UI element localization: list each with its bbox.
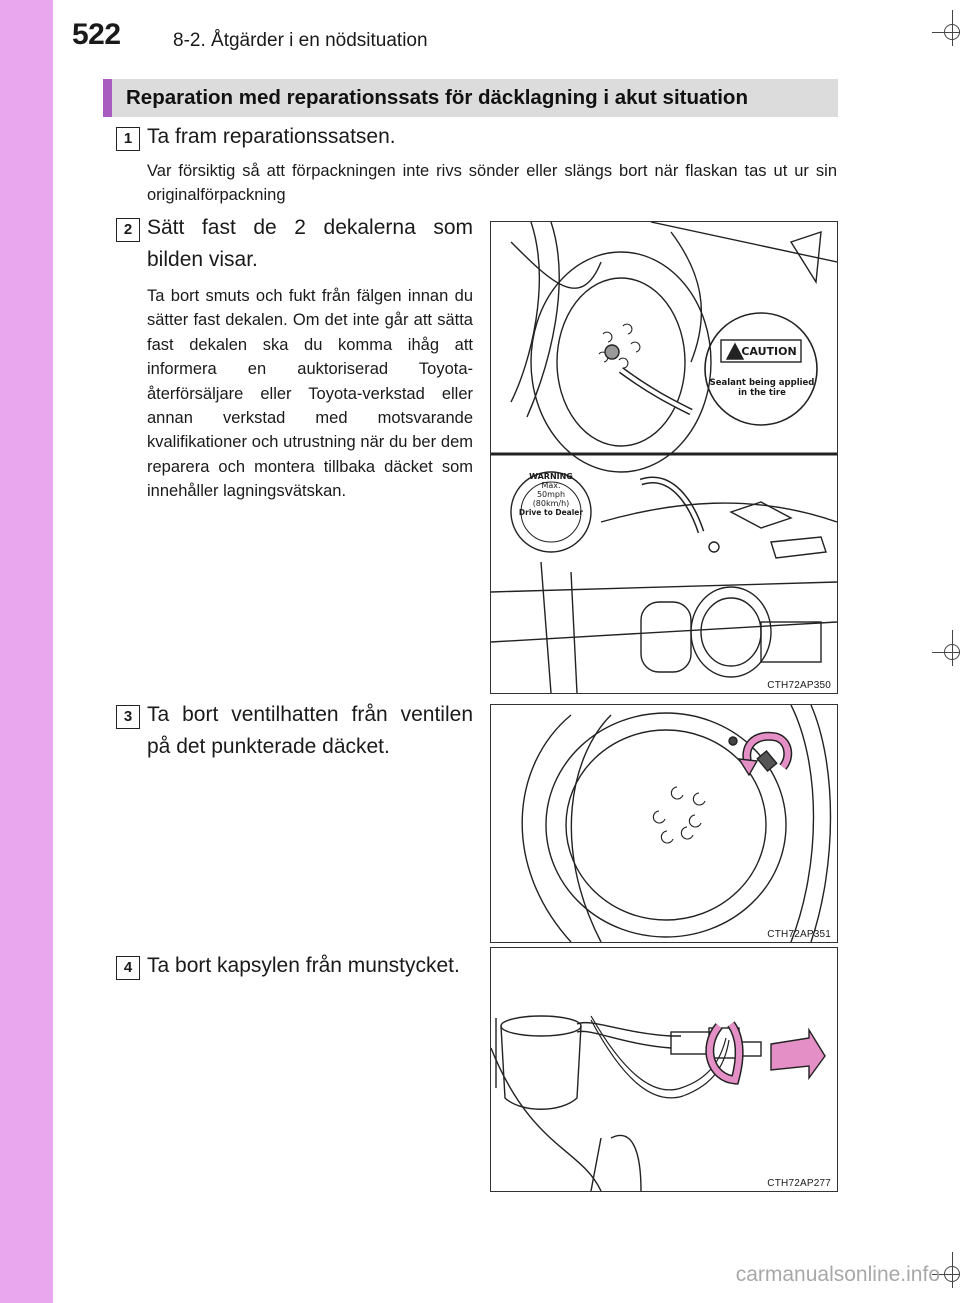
figure-code: CTH72AP350 bbox=[767, 680, 831, 691]
page-number: 522 bbox=[72, 18, 121, 51]
warning-bottom: Drive to Dealer bbox=[518, 508, 584, 517]
figure-valve-cap bbox=[490, 704, 838, 943]
step-3-title: Ta bort ventilhatten från ventilen på det punkterade däcket. bbox=[147, 703, 473, 758]
step-1-note: Var försiktig så att förpackningen inte rivs sönder eller slängs bort när flaskan tas ut ur sin originalförpackning bbox=[147, 162, 837, 205]
caution-line-2: in the tire bbox=[738, 388, 786, 398]
step-number-3: 3 bbox=[116, 705, 140, 729]
valve-cap-illustration bbox=[491, 705, 837, 942]
section-heading: Reparation med reparationssats för däcklagning i akut situation bbox=[103, 79, 838, 117]
step-2-title: Sätt fast de 2 dekalerna som bilden visar. bbox=[147, 216, 473, 271]
caution-line-1: Sealant being applied bbox=[709, 378, 815, 388]
warning-line-1: Max. bbox=[541, 481, 561, 490]
chapter-title: 8-2. Åtgärder i en nödsituation bbox=[173, 30, 428, 51]
watermark: carmanualsonline.info bbox=[735, 1263, 940, 1286]
figure-code: CTH72AP351 bbox=[767, 929, 831, 940]
warning-top: WARNING bbox=[529, 472, 573, 481]
chapter-tab bbox=[0, 0, 53, 1303]
stickers-illustration bbox=[491, 222, 837, 693]
warning-line-3: (80km/h) bbox=[532, 499, 570, 508]
step-1-title: Ta fram reparationssatsen. bbox=[147, 125, 396, 148]
step-4-title: Ta bort kapsylen från munstycket. bbox=[147, 954, 460, 977]
step-number-4: 4 bbox=[116, 956, 140, 980]
caution-sticker bbox=[706, 335, 818, 398]
figure-stickers bbox=[490, 221, 838, 694]
nozzle-cap-illustration bbox=[491, 948, 837, 1191]
caution-title: CAUTION bbox=[741, 345, 797, 358]
warning-line-2: 50mph bbox=[536, 490, 566, 499]
step-number-2: 2 bbox=[116, 218, 140, 242]
figure-code: CTH72AP277 bbox=[767, 1178, 831, 1189]
figure-nozzle-cap bbox=[490, 947, 838, 1192]
step-2-note: Ta bort smuts och fukt från fälgen innan du sätter fast dekalen. Om det inte går att sätta fast dekalen ska du komma ihåg att informera en auktoriserad Toyota-återförsäljare eller Toyota-verkstad eller annan verkstad med motsvarande kvalifikationer och utrustning när du ber dem reparera och montera tillbaka däcket som innehåller lagningsvätskan. bbox=[147, 287, 473, 501]
warning-sticker bbox=[511, 472, 591, 517]
step-number-1: 1 bbox=[116, 127, 140, 151]
